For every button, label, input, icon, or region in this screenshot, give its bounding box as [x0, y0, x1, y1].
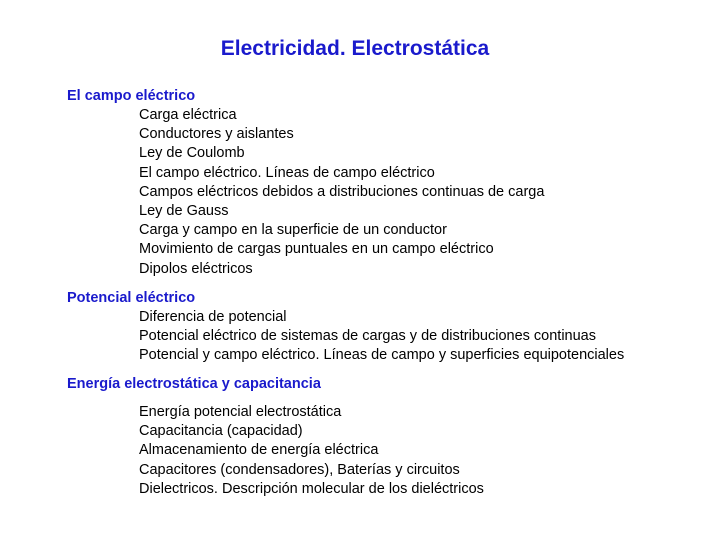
topic-list [139, 106, 544, 279]
section-heading: Energía electrostática y capacitancia [67, 376, 321, 392]
list-item: Ley de Gauss [139, 203, 229, 220]
list-item: Conductores y aislantes [139, 126, 294, 143]
section-heading: El campo eléctrico [67, 88, 196, 104]
list-item: El campo eléctrico. Líneas de campo eléctrico [139, 164, 435, 181]
topic-list [139, 403, 484, 499]
list-item: Energía potencial electrostática [139, 404, 342, 420]
list-item: Potencial y campo eléctrico. Líneas de campo y superficies equipotenciales [139, 347, 625, 364]
list-item: Capacitancia (capacidad) [139, 423, 303, 440]
list-item: Campos eléctricos debidos a distribuciones continuas de carga [139, 183, 545, 200]
list-item: Carga y campo en la superficie de un conductor [139, 222, 447, 239]
list-item: Almacenamiento de energía eléctrica [139, 442, 379, 459]
list-item: Potencial eléctrico de sistemas de cargas y de distribuciones continuas [139, 328, 596, 345]
list-item: Diferencia de potencial [139, 309, 287, 325]
list-item: Dipolos eléctricos [139, 260, 253, 277]
list-item: Movimiento de cargas puntuales en un campo eléctrico [139, 241, 494, 258]
topic-list [139, 308, 624, 366]
list-item: Carga eléctrica [139, 107, 237, 123]
list-item: Capacitores (condensadores), Baterías y circuitos [139, 461, 460, 478]
section-heading: Potencial eléctrico [67, 290, 196, 306]
list-item: Ley de Coulomb [139, 145, 245, 162]
slide-title: Electricidad. Electrostática [220, 37, 490, 60]
list-item: Dielectricos. Descripción molecular de los dieléctricos [139, 480, 484, 497]
